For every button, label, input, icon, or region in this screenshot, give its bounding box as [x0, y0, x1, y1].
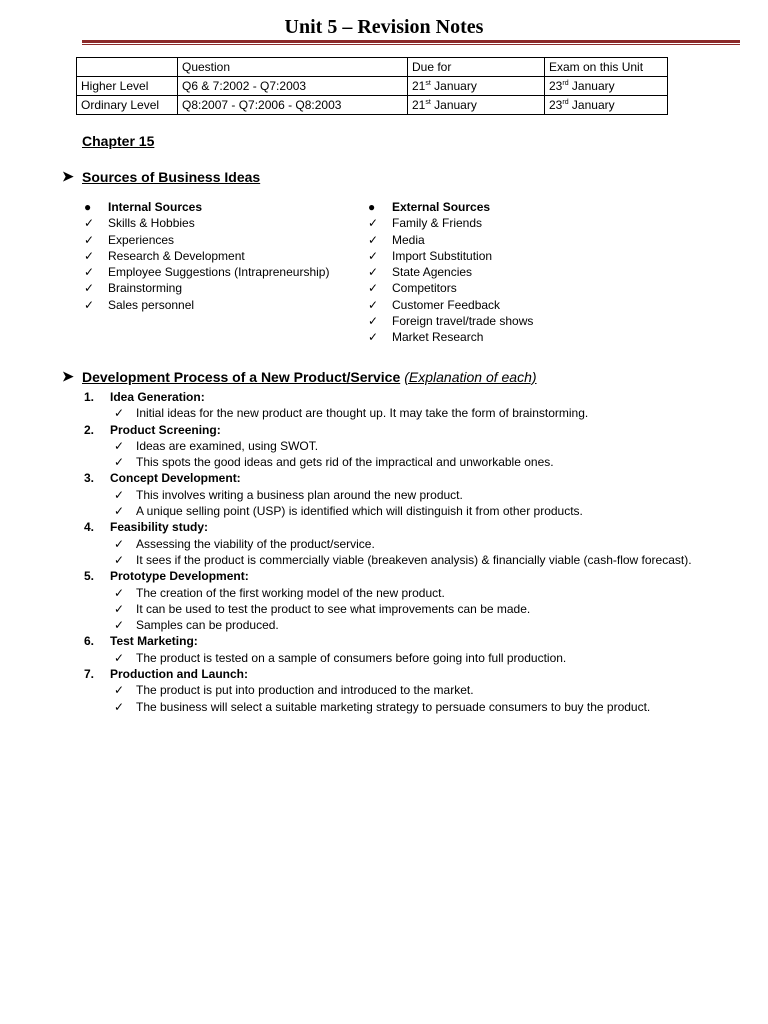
step-point	[84, 682, 692, 698]
checkmark-icon: ✓	[114, 504, 125, 519]
due-cell: 21st January	[408, 96, 545, 115]
checkmark-icon: ✓	[368, 265, 379, 280]
checkmark-icon: ✓	[84, 232, 95, 247]
exam-cell: 23rd January	[545, 96, 668, 115]
checkmark-icon: ✓	[84, 248, 95, 263]
step-number: 1.	[84, 390, 95, 404]
step-point	[84, 699, 692, 715]
checkmark-icon: ✓	[368, 232, 379, 247]
list-item-text: Skills & Hobbies	[108, 216, 195, 231]
step-number: 2.	[84, 422, 95, 437]
step-point	[84, 438, 692, 454]
step-point-text: Samples can be produced.	[136, 618, 279, 633]
step-point	[84, 536, 692, 552]
list-item-text: Experiences	[108, 232, 175, 247]
step-title-row	[84, 568, 692, 584]
step-point-text: Initial ideas for the new product are thought up. It may take the form of brainstorming.	[136, 406, 589, 421]
list-item	[84, 297, 329, 313]
list-item	[368, 264, 533, 280]
step-point-text: The creation of the first working model of the new product.	[136, 585, 445, 600]
step-point-text: The product is tested on a sample of consumers before going into full production.	[136, 650, 567, 665]
step-title-row	[84, 633, 692, 649]
development-heading: ➤ Development Process of a New Product/Service (Explanation of each)	[62, 368, 537, 385]
step-title: Feasibility study:	[110, 520, 209, 535]
list-item-text: Brainstorming	[108, 281, 183, 296]
checkmark-icon: ✓	[114, 683, 125, 698]
list-item-text: Competitors	[392, 281, 457, 296]
list-item	[84, 232, 329, 248]
step-title: Idea Generation:	[110, 390, 205, 404]
step-point	[84, 585, 692, 601]
schedule-table	[76, 57, 668, 115]
arrowhead-icon: ➤	[62, 168, 74, 184]
step-point	[84, 503, 692, 519]
table-header-cell: Exam on this Unit	[545, 58, 668, 77]
step-point-text: This spots the good ideas and gets rid of the impractical and unworkable ones.	[136, 455, 554, 470]
table-row	[77, 96, 668, 115]
step-point-text: Assessing the viability of the product/service.	[136, 536, 375, 551]
checkmark-icon: ✓	[368, 216, 379, 231]
step-point	[84, 487, 692, 503]
level-cell: Ordinary Level	[77, 96, 178, 115]
list-item	[368, 232, 533, 248]
list-item-text: Family & Friends	[392, 216, 483, 231]
question-cell: Q8:2007 - Q7:2006 - Q8:2003	[178, 96, 408, 115]
list-item	[84, 280, 329, 296]
checkmark-icon: ✓	[368, 281, 379, 296]
list-item-text: Media	[392, 232, 425, 247]
step-point	[84, 617, 692, 633]
step-point-text: It sees if the product is commercially viable (breakeven analysis) & financially viable (cash-flow forecast).	[136, 552, 692, 567]
list-title-row: ● External Sources	[368, 200, 491, 214]
step-number: 5.	[84, 569, 95, 584]
table-header-row	[77, 58, 668, 77]
list-item	[368, 297, 533, 313]
checkmark-icon: ✓	[114, 699, 125, 714]
step-number: 6.	[84, 634, 95, 649]
checkmark-icon: ✓	[114, 650, 125, 665]
due-cell: 21st January	[408, 77, 545, 96]
checkmark-icon: ✓	[84, 297, 95, 312]
table-header-cell	[77, 58, 178, 77]
list-item-text: State Agencies	[392, 265, 473, 280]
step-point-text: It can be used to test the product to see what improvements can be made.	[136, 601, 531, 616]
list-item	[84, 264, 329, 280]
table-header-cell: Question	[178, 58, 408, 77]
list-item-text: Research & Development	[108, 248, 245, 263]
step-point	[84, 454, 692, 470]
step-point-text: Ideas are examined, using SWOT.	[136, 438, 319, 453]
step-point	[84, 405, 692, 421]
step-title: Production and Launch:	[110, 667, 248, 682]
checkmark-icon: ✓	[368, 248, 379, 263]
title-rule-thick	[82, 40, 740, 43]
checkmark-icon: ✓	[114, 552, 125, 567]
internal-sources-list	[84, 199, 329, 313]
step-title-row	[84, 470, 692, 486]
development-steps	[84, 389, 692, 715]
list-item	[368, 280, 533, 296]
list-item-text: Sales personnel	[108, 297, 195, 312]
checkmark-icon: ✓	[368, 297, 379, 312]
exam-cell: 23rd January	[545, 77, 668, 96]
list-item	[368, 215, 533, 231]
question-cell: Q6 & 7:2002 - Q7:2003	[178, 77, 408, 96]
checkmark-icon: ✓	[114, 536, 125, 551]
step-title: Concept Development:	[110, 471, 241, 486]
checkmark-icon: ✓	[84, 216, 95, 231]
list-item-text: Customer Feedback	[392, 297, 501, 312]
arrowhead-icon: ➤	[62, 368, 74, 384]
table-row	[77, 77, 668, 96]
checkmark-icon: ✓	[84, 281, 95, 296]
bullet-icon: ●	[84, 200, 92, 214]
step-number: 7.	[84, 667, 95, 682]
checkmark-icon: ✓	[368, 314, 379, 329]
sources-heading: ➤ Sources of Business Ideas	[62, 168, 261, 185]
step-title: Test Marketing:	[110, 634, 198, 649]
step-point-text: A unique selling point (USP) is identified which will distinguish it from other products.	[136, 504, 583, 519]
level-cell: Higher Level	[77, 77, 178, 96]
step-point-text: The business will select a suitable marketing strategy to persuade consumers to buy the product.	[136, 699, 651, 714]
step-point-text: This involves writing a business plan around the new product.	[136, 487, 463, 502]
checkmark-icon: ✓	[114, 601, 125, 616]
step-number: 3.	[84, 471, 95, 486]
checkmark-icon: ✓	[114, 406, 125, 421]
checkmark-icon: ✓	[114, 438, 125, 453]
checkmark-icon: ✓	[114, 585, 125, 600]
checkmark-icon: ✓	[114, 455, 125, 470]
checkmark-icon: ✓	[368, 330, 379, 345]
checkmark-icon: ✓	[84, 265, 95, 280]
list-item-text: Employee Suggestions (Intrapreneurship)	[108, 265, 330, 280]
list-item	[84, 248, 329, 264]
step-title-row	[84, 389, 692, 405]
bullet-icon: ●	[368, 200, 376, 214]
step-point	[84, 552, 692, 568]
list-item	[368, 313, 533, 329]
external-sources-list	[368, 199, 533, 346]
chapter-heading: Chapter 15	[82, 133, 155, 149]
step-title-row	[84, 422, 692, 438]
step-point	[84, 601, 692, 617]
step-number: 4.	[84, 520, 95, 535]
step-point	[84, 650, 692, 666]
step-point-text: The product is put into production and introduced to the market.	[136, 683, 474, 698]
list-item	[368, 248, 533, 264]
page-title: Unit 5 – Revision Notes	[284, 16, 484, 38]
title-rule-thin	[82, 44, 740, 45]
list-item-text: Market Research	[392, 330, 484, 345]
step-title-row	[84, 666, 692, 682]
step-title-row	[84, 519, 692, 535]
list-item-text: Foreign travel/trade shows	[392, 314, 534, 329]
list-item-text: Import Substitution	[392, 248, 493, 263]
checkmark-icon: ✓	[114, 618, 125, 633]
checkmark-icon: ✓	[114, 487, 125, 502]
list-item	[368, 329, 533, 345]
list-title-row: ● Internal Sources	[84, 200, 203, 214]
step-title: Prototype Development:	[110, 569, 249, 584]
list-item	[84, 215, 329, 231]
table-header-cell: Due for	[408, 58, 545, 77]
step-title: Product Screening:	[110, 422, 221, 437]
